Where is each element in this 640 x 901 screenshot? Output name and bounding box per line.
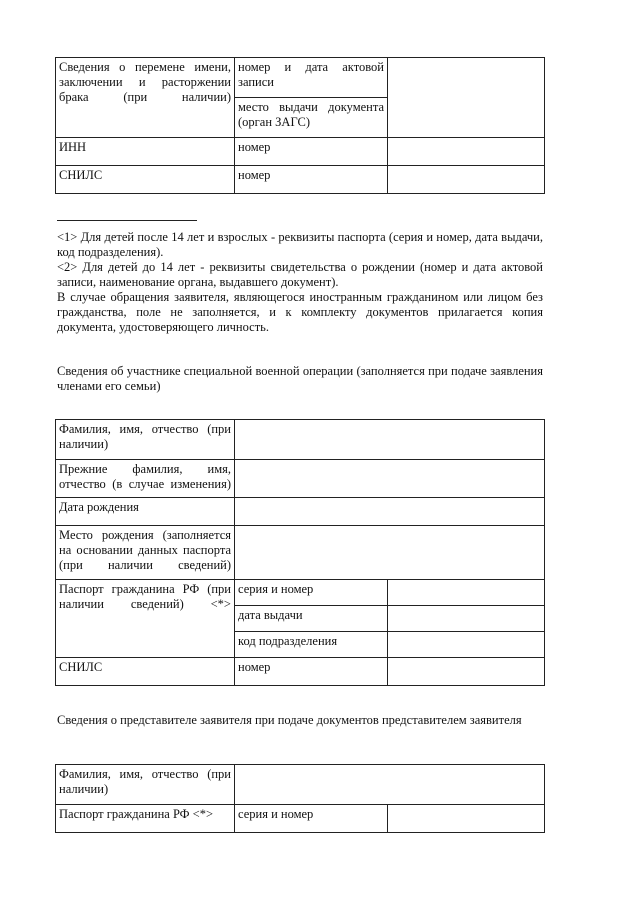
rep-series-number-label: серия и номер [235, 805, 388, 833]
rep-fio-label: Фамилия, имя, отчество (при наличии) [56, 765, 235, 805]
inn-label: ИНН [56, 138, 235, 166]
svo-fio-label: Фамилия, имя, отчество (при наличии) [56, 420, 235, 460]
rep-series-number-field[interactable] [388, 805, 545, 833]
svo-snils-value-field[interactable] [388, 658, 545, 686]
svo-fio-field[interactable] [235, 420, 545, 460]
svo-section-heading: Сведения об участнике специальной военной операции (заполняется при подаче заявления членами его семьи) [57, 364, 543, 393]
name-change-label: Сведения о перемене имени, заключении и расторжении брака (при наличии) [56, 58, 235, 138]
name-change-value-field[interactable] [388, 58, 545, 138]
rep-passport-label: Паспорт гражданина РФ <*> [56, 805, 235, 833]
svo-snils-number-label: номер [235, 658, 388, 686]
representative-table [55, 764, 545, 833]
act-record-label: номер и дата актовой записи [235, 58, 388, 98]
svo-series-number-label: серия и номер [235, 580, 388, 606]
snils-value-field[interactable] [388, 166, 545, 194]
svo-division-code-field[interactable] [388, 632, 545, 658]
snils-number-label: номер [235, 166, 388, 194]
inn-value-field[interactable] [388, 138, 545, 166]
svo-former-fio-field[interactable] [235, 460, 545, 498]
inn-number-label: номер [235, 138, 388, 166]
svo-division-code-label: код подразделения [235, 632, 388, 658]
svo-birth-place-label: Место рождения (заполняется на основании данных паспорта (при наличии сведений) [56, 526, 235, 580]
issue-place-label: место выдачи документа (орган ЗАГС) [235, 98, 388, 138]
svo-snils-label: СНИЛС [56, 658, 235, 686]
footnote-1: <1> Для детей после 14 лет и взрослых - реквизиты паспорта (серия и номер, дата выдачи, код подразделения). [57, 230, 543, 259]
svo-former-fio-label: Прежние фамилия, имя, отчество (в случае изменения) [56, 460, 235, 498]
footnote-divider [57, 220, 197, 221]
name-change-table [55, 57, 545, 194]
rep-fio-field[interactable] [235, 765, 545, 805]
svo-passport-label: Паспорт гражданина РФ (при наличии сведений) <*> [56, 580, 235, 658]
snils-label: СНИЛС [56, 166, 235, 194]
footnote-3: В случае обращения заявителя, являющегося иностранным гражданином или лицом без гражданства, поле не заполняется, и к комплекту документов прилагается копия документа, удостоверяющего личность. [57, 290, 543, 334]
svo-birth-date-label: Дата рождения [56, 498, 235, 526]
svo-issue-date-label: дата выдачи [235, 606, 388, 632]
svo-birth-place-field[interactable] [235, 526, 545, 580]
svo-issue-date-field[interactable] [388, 606, 545, 632]
svo-participant-table [55, 419, 545, 686]
svo-series-number-field[interactable] [388, 580, 545, 606]
footnote-2: <2> Для детей до 14 лет - реквизиты свидетельства о рождении (номер и дата актовой записи, наименование органа, выдавшего документ). [57, 260, 543, 289]
rep-section-heading: Сведения о представителе заявителя при подаче документов представителем заявителя [57, 713, 522, 727]
svo-birth-date-field[interactable] [235, 498, 545, 526]
